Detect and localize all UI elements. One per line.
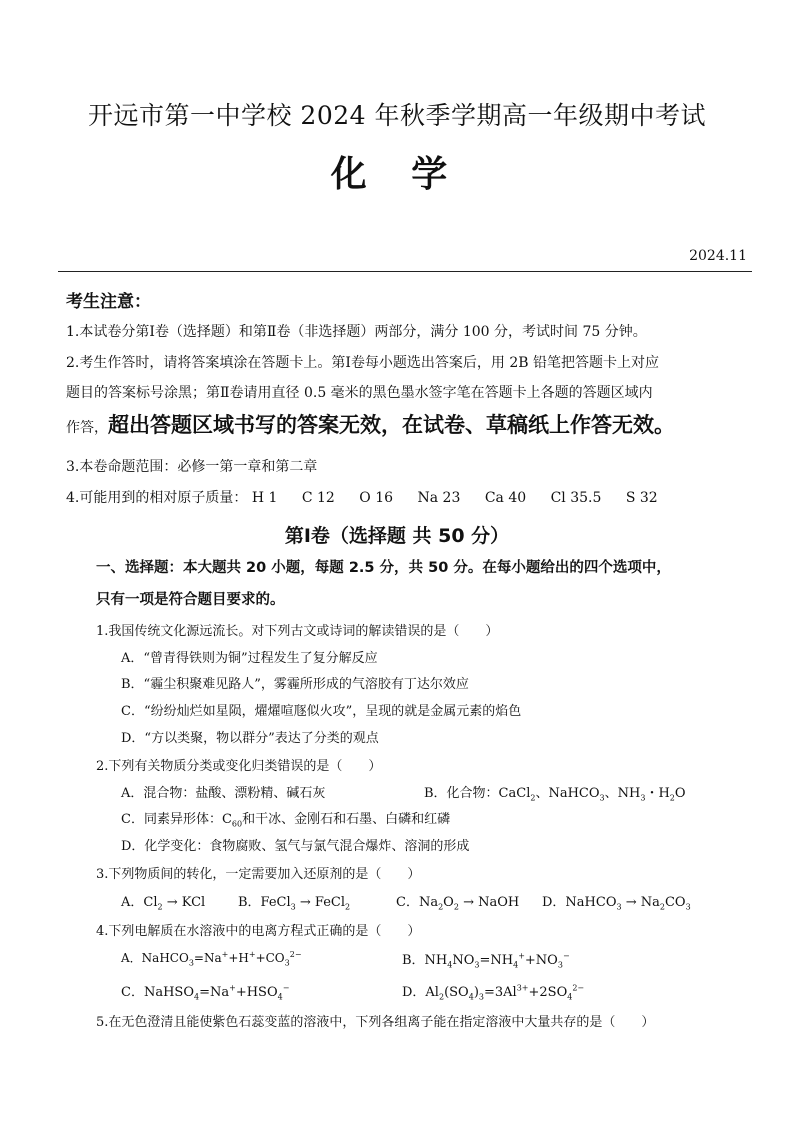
question-4-stem: 4.下列电解质在水溶液中的电离方程式正确的是（ ） <box>96 924 421 939</box>
notice-item-3: 3.本卷命题范围：必修一第一章和第二章 <box>66 459 318 475</box>
notice-item-1: 1.本试卷分第Ⅰ卷（选择题）和第Ⅱ卷（非选择题）两部分，满分 100 分，考试时间 75 分钟。 <box>66 324 647 340</box>
question-4-option-c: C．$NaHSO_4=Na^++HSO_4^-$ <box>121 983 290 1002</box>
section-1-title: 第Ⅰ卷（选择题 共 50 分） <box>284 525 510 547</box>
notice-item-4 <box>66 488 678 508</box>
question-2-option-c-prefix: C．同素异形体：C <box>121 812 232 827</box>
atomic-mass-label: 4.可能用到的相对原子质量： <box>66 490 248 506</box>
question-2-option-d: D．化学变化：食物腐败、氢气与氯气混合爆炸、溶洞的形成 <box>121 839 470 854</box>
question-3-option-b: B．FeCl$_3$ → FeCl$_2$ <box>238 895 351 912</box>
section-1-instruction-line-2: 只有一项是符合题目要求的。 <box>96 592 285 608</box>
notice-heading: 考生注意： <box>66 292 151 312</box>
header-divider <box>58 271 752 272</box>
question-2-option-b: B．化合物：CaCl$_2$、NaHCO$_3$、$NH_3$・$H_2O$ <box>424 786 686 803</box>
question-2-option-b-prefix: B．化合物：CaCl <box>424 786 531 801</box>
question-3-option-d: D．NaHCO$_3$ → $Na_2CO_3$ <box>542 895 691 912</box>
atomic-mass-na: Na 23 <box>417 490 461 506</box>
atomic-mass-h: H 1 <box>251 490 278 506</box>
question-4-option-a: A．$NaHCO_3=Na^++H^++CO_3^{2-}$ <box>121 950 302 968</box>
subject-title: 化 学 <box>330 154 464 195</box>
atomic-mass-o: O 16 <box>359 490 394 506</box>
question-4-option-b: B．$NH_4NO_3=NH_4^++NO_3^-$ <box>402 951 570 970</box>
exam-date: 2024.11 <box>689 248 747 264</box>
question-3-stem: 3.下列物质间的转化，一定需要加入还原剂的是（ ） <box>96 867 421 882</box>
question-2-option-c-suffix: 和干冰、金刚石和石墨、白磷和红磷 <box>242 812 451 827</box>
question-1-option-c: C．“纷纷灿烂如星陨，燿燿喧豗似火攻”，呈现的就是金属元素的焰色 <box>121 704 522 719</box>
atomic-mass-ca: Ca 40 <box>484 490 527 506</box>
question-1-option-d: D．“方以类聚，物以群分”表达了分类的观点 <box>121 731 379 746</box>
question-2-option-a: A．混合物：盐酸、漂粉精、碱石灰 <box>121 786 326 801</box>
question-2-option-c: C．同素异形体：$C_{60}$和干冰、金刚石和石墨、白磷和红磷 <box>121 812 451 829</box>
notice-emphasis: 超出答题区域书写的答案无效，在试卷、草稿纸上作答无效。 <box>108 413 675 437</box>
atomic-mass-s: S 32 <box>625 490 658 506</box>
exam-title: 开远市第一中学校 2024 年秋季学期高一年级期中考试 <box>87 101 707 130</box>
question-1-option-b: B．“霾尘积聚难见路人”，雾霾所形成的气溶胶有丁达尔效应 <box>121 677 469 692</box>
question-3-option-a: A．$Cl_2$ → KCl <box>121 895 206 912</box>
section-1-instruction-line-1: 一、选择题：本大题共 20 小题，每题 2.5 分，共 50 分。在每小题给出的四个选项中， <box>96 560 671 576</box>
atomic-mass-cl: Cl 35.5 <box>550 490 602 506</box>
notice-item-2-line-1: 2.考生作答时，请将答案填涂在答题卡上。第Ⅰ卷每小题选出答案后，用 2B 铅笔把答题卡上对应 <box>66 355 659 371</box>
question-2-stem: 2.下列有关物质分类或变化归类错误的是（ ） <box>96 759 382 774</box>
notice-item-2-line-2: 题目的答案标号涂黑；第Ⅱ卷请用直径 0.5 毫米的黑色墨水签字笔在答题卡上各题的答题区域内 <box>66 385 653 401</box>
notice-item-2-line-3 <box>66 415 675 438</box>
question-3-option-c: C．$Na_2O_2$ → NaOH <box>396 895 520 912</box>
question-1-stem: 1.我国传统文化源远流长。对下列古文或诗词的解读错误的是（ ） <box>96 624 499 639</box>
question-4-option-d: D．$Al_2(SO_4)_3=3Al^{3+}+2SO_4^{2-}$ <box>402 983 585 1002</box>
question-5-stem: 5.在无色澄清且能使紫色石蕊变蓝的溶液中，下列各组离子能在指定溶液中大量共存的是（ ） <box>96 1015 655 1030</box>
atomic-mass-c: C 12 <box>301 490 335 506</box>
notice-item-2-prefix: 作答， <box>66 420 108 436</box>
question-1-option-a: A．“曾青得铁则为铜”过程发生了复分解反应 <box>121 651 378 666</box>
